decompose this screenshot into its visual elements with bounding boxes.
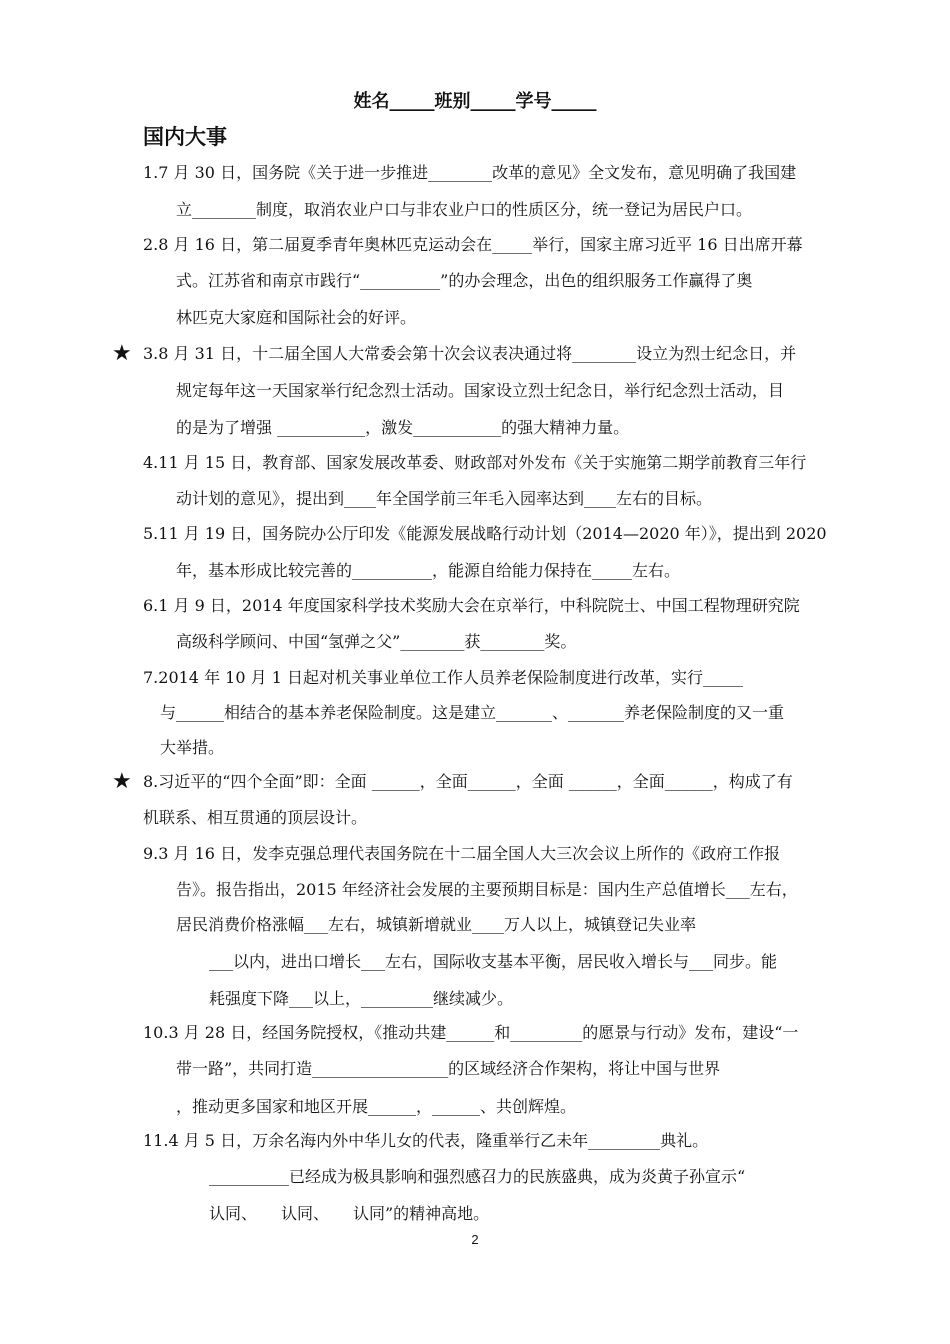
- question-2-line-1: 2.8 月 16 日，第二届夏季青年奥林匹克运动会在_____举行，国家主席习近平 16 日出席开幕: [143, 235, 803, 254]
- question-3-line-3: 的是为了增强 ___________，激发___________的强大精神力量。: [176, 418, 630, 437]
- question-5-line-1: 5.11 月 19 日，国务院办公厅印发《能源发展战略行动计划（2014—2020 年）》，提出到 2020: [143, 524, 827, 543]
- section-title: 国内大事: [143, 125, 227, 149]
- question-2-line-3: 林匹克大家庭和国际社会的好评。: [176, 308, 417, 327]
- question-9-line-4: ___以内，进出口增长___左右，国际收支基本平衡，居民收入增长与___同步。能: [209, 952, 778, 971]
- question-7-line-2: 与______相结合的基本养老保险制度。这是建立_______、_______养老保险制度的又一重: [160, 703, 785, 722]
- question-9-line-3: 居民消费价格涨幅___左右，城镇新增就业____万人以上，城镇登记失业率: [176, 915, 697, 934]
- question-11-line-1: 11.4 月 5 日，万余名海内外中华儿女的代表，隆重举行乙未年_________典礼。: [143, 1131, 709, 1150]
- star-icon: ★: [112, 341, 132, 366]
- question-6-line-1: 6.1 月 9 日，2014 年度国家科学技术奖励大会在京举行，中科院院士、中国工程物理研究院: [143, 596, 800, 615]
- question-9-line-2: 告》。报告指出，2015 年经济社会发展的主要预期目标是：国内生产总值增长___左右，: [176, 880, 798, 899]
- question-7-line-3: 大举措。: [160, 738, 225, 757]
- question-10-line-2: 带一路”，共同打造_________________的区域经济合作架构，将让中国与世界: [176, 1059, 721, 1078]
- question-4-line-2: 动计划的意见》，提出到____年全国学前三年毛入园率达到____左右的目标。: [176, 489, 713, 508]
- question-8-line-1: 8.习近平的“四个全面”即：全面 ______，全面______，全面 ______，全面______，构成了有: [143, 772, 793, 791]
- question-3-line-1: 3.8 月 31 日，十二届全国人大常委会第十次会议表决通过将________设立为烈士纪念日，并: [143, 344, 797, 363]
- question-5-line-2: 年，基本形成比较完善的__________，能源自给能力保持在_____左右。: [176, 561, 681, 580]
- question-10-line-3: ，推动更多国家和地区开展______，______、共创辉煌。: [176, 1097, 577, 1116]
- question-1-line-2: 立________制度，取消农业户口与非农业户口的性质区分，统一登记为居民户口。: [176, 200, 753, 219]
- question-1-line-1: 1.7 月 30 日，国务院《关于进一步推进________改革的意见》全文发布，意见明确了我国建: [143, 163, 797, 182]
- question-9-line-5: 耗强度下降___以上，_________继续减少。: [209, 989, 514, 1008]
- question-3-line-2: 规定每年这一天国家举行纪念烈士活动。国家设立烈士纪念日，举行纪念烈士活动，目: [176, 381, 785, 400]
- star-icon: ★: [112, 769, 132, 794]
- student-info-header: 姓名_____班别_____学号_____: [353, 91, 597, 112]
- page-number: 2: [471, 1232, 479, 1247]
- question-6-line-2: 高级科学顾问、中国“氢弹之父”________获________奖。: [176, 632, 577, 651]
- question-2-line-2: 式。江苏省和南京市践行“__________”的办会理念，出色的组织服务工作赢得了奥: [176, 271, 753, 290]
- question-11-line-3: 认同、 认同、 认同”的精神高地。: [209, 1204, 490, 1223]
- question-7-line-1: 7.2014 年 10 月 1 日起对机关事业单位工作人员养老保险制度进行改革，实行_____: [143, 668, 743, 687]
- question-9-line-1: 9.3 月 16 日，发李克强总理代表国务院在十二届全国人大三次会议上所作的《政府工作报: [143, 844, 781, 863]
- question-11-line-2: __________已经成为极具影响和强烈感召力的民族盛典，成为炎黄子孙宣示“: [209, 1167, 746, 1186]
- question-4-line-1: 4.11 月 15 日，教育部、国家发展改革委、财政部对外发布《关于实施第二期学前教育三年行: [143, 453, 807, 472]
- question-10-line-1: 10.3 月 28 日，经国务院授权，《推动共建______和_________的愿景与行动》发布，建设“一: [143, 1023, 799, 1042]
- question-8-line-2: 机联系、相互贯通的顶层设计。: [143, 808, 368, 827]
